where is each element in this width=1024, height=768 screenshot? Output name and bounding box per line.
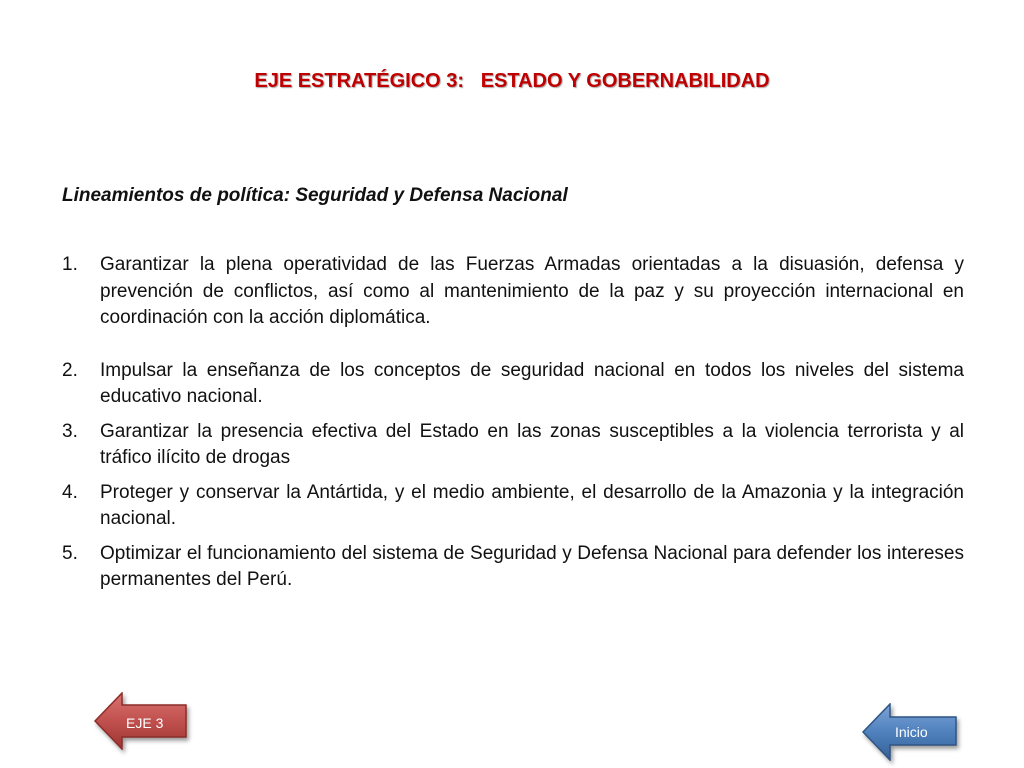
- list-item: [62, 252, 964, 332]
- inicio-home-button[interactable]: [862, 703, 958, 761]
- list-item-number: 2.: [62, 359, 78, 381]
- list-item-text: Garantizar la presencia efectiva del Estado en las zonas susceptibles a la violencia terrorista y al tráfico ilícito de drogas: [100, 420, 964, 468]
- list-item-number: 4.: [62, 481, 78, 503]
- list-item-number: 3.: [62, 420, 78, 442]
- eje3-back-button[interactable]: [94, 692, 188, 750]
- list-item: [62, 480, 964, 533]
- list-item-text: Proteger y conservar la Antártida, y el medio ambiente, el desarrollo de la Amazonia y la integración nacional.: [100, 481, 964, 529]
- list-item-number: 5.: [62, 542, 78, 564]
- eje3-button-label: EJE 3: [126, 715, 164, 731]
- section-subtitle: Lineamientos de política: Seguridad y Defensa Nacional: [62, 185, 568, 206]
- slide-title: EJE ESTRATÉGICO 3: ESTADO Y GOBERNABILIDAD: [254, 70, 770, 92]
- policy-list: [62, 252, 964, 602]
- list-item-text: Optimizar el funcionamiento del sistema de Seguridad y Defensa Nacional para defender los intereses permanentes del Perú.: [100, 542, 964, 590]
- list-item-number: 1.: [62, 254, 78, 275]
- list-item-text: Impulsar la enseñanza de los conceptos de seguridad nacional en todos los niveles del sistema educativo nacional.: [100, 359, 964, 407]
- list-item: [62, 358, 964, 411]
- list-item-text: Garantizar la plena operatividad de las Fuerzas Armadas orientadas a la disuasión, defensa y prevención de conflictos, así como al mantenimiento de la paz y su proyección internacional en coordinación con la acción diplomática.: [100, 254, 964, 328]
- list-item: [62, 541, 964, 594]
- list-item: [62, 419, 964, 472]
- inicio-button-label: Inicio: [895, 724, 928, 740]
